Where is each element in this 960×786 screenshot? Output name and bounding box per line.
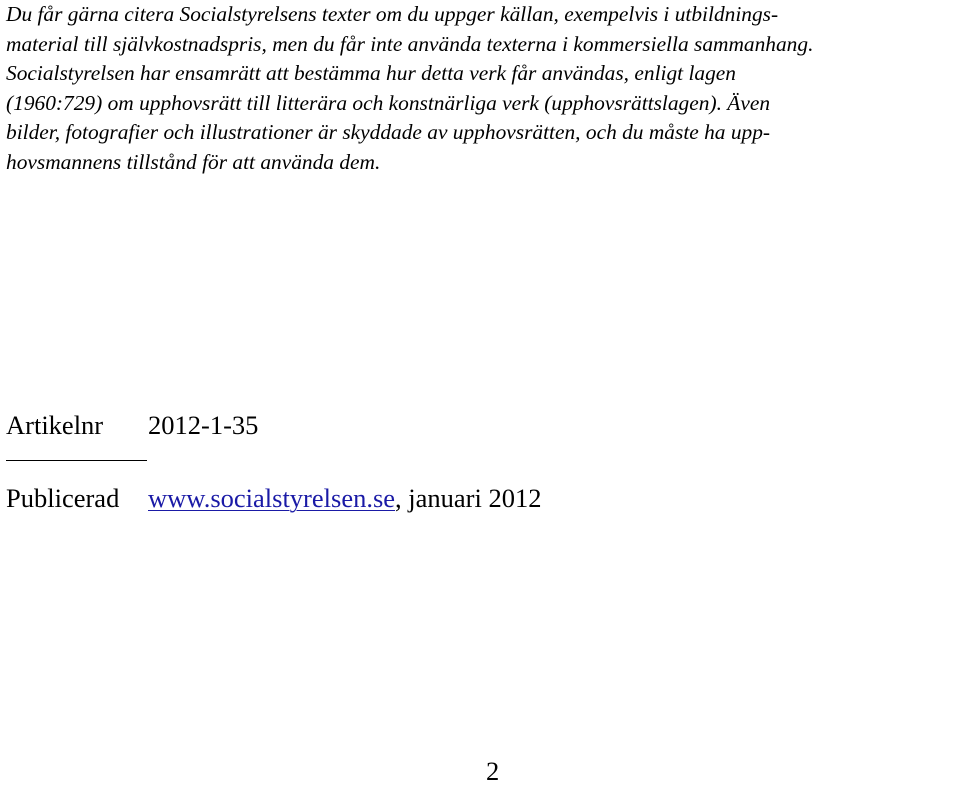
copyright-notice: [6, 0, 946, 177]
page-number: 2: [486, 756, 500, 786]
copyright-line: bilder, fotografier och illustrationer är skyddade av upphovsrätten, och du måste ha upp-: [6, 120, 771, 144]
copyright-line: Du får gärna citera Socialstyrelsens texter om du uppger källan, exempelvis i utbildnings-: [6, 2, 779, 26]
copyright-line: material till självkostnadspris, men du får inte använda texterna i kommersiella sammanhang.: [6, 31, 814, 56]
article-number-label: Artikelnr: [6, 410, 104, 440]
published-label: Publicerad: [6, 483, 120, 513]
article-number-row: [6, 408, 258, 442]
copyright-line: Socialstyrelsen har ensamrätt att bestämma hur detta verk får användas, enligt lagen: [6, 61, 736, 85]
website-link[interactable]: www.socialstyrelsen.se: [148, 483, 396, 513]
divider-rule: [6, 460, 147, 461]
copyright-line: (1960:729) om upphovsrätt till litterära och konstnärliga verk (upphovsrättslagen). Även: [6, 90, 771, 115]
published-date: , januari 2012: [395, 483, 542, 513]
published-row: [6, 481, 541, 515]
copyright-line: hovsmannens tillstånd för att använda dem.: [6, 149, 381, 174]
article-number-value: 2012-1-35: [148, 410, 259, 440]
